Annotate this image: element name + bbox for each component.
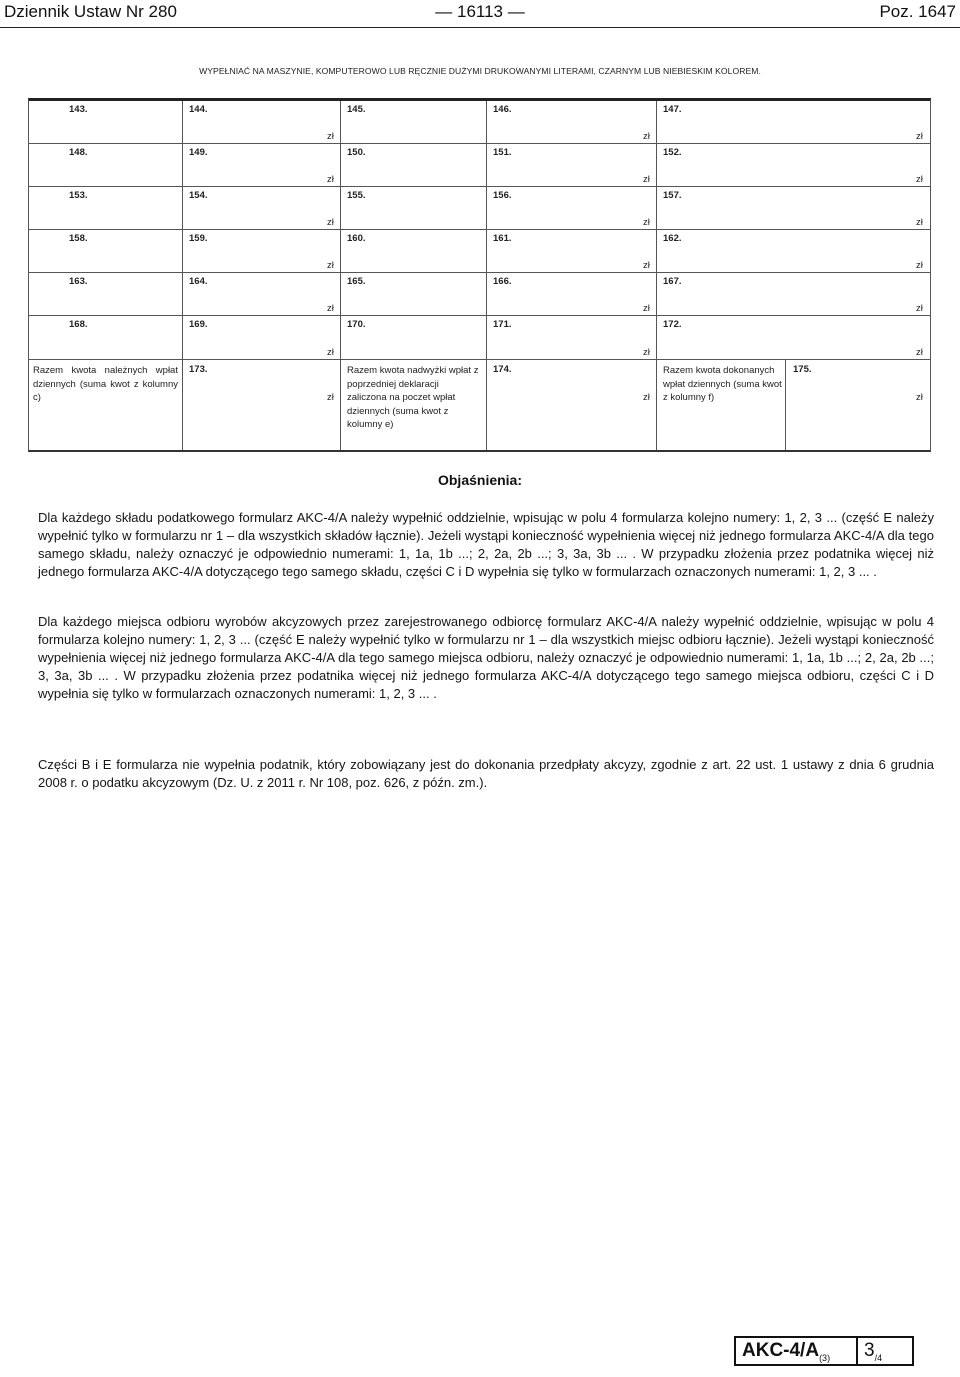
currency-label: zł bbox=[643, 392, 650, 403]
form-table bbox=[28, 98, 931, 452]
currency-label: zł bbox=[327, 131, 334, 142]
currency-label: zł bbox=[327, 174, 334, 185]
row-divider bbox=[29, 143, 930, 144]
field-167[interactable]: 167. bbox=[663, 276, 682, 287]
journal-title: Dziennik Ustaw Nr 280 bbox=[4, 2, 177, 21]
row-divider bbox=[29, 359, 930, 360]
currency-label: zł bbox=[916, 131, 923, 142]
field-163[interactable]: 163. bbox=[69, 276, 88, 287]
form-code-sub: (3) bbox=[819, 1352, 831, 1363]
field-146[interactable]: 146. bbox=[493, 104, 512, 115]
row-divider bbox=[29, 229, 930, 230]
field-149[interactable]: 149. bbox=[189, 147, 208, 158]
row-divider bbox=[29, 315, 930, 316]
field-172[interactable]: 172. bbox=[663, 319, 682, 330]
currency-label: zł bbox=[327, 392, 334, 403]
fill-instruction: WYPEŁNIAĆ NA MASZYNIE, KOMPUTEROWO LUB RĘCZNIE DUŻYMI DRUKOWANYMI LITERAMI, CZARNYM LUB NIEBIESKIM KOLOREM. bbox=[199, 66, 761, 76]
field-159[interactable]: 159. bbox=[189, 233, 208, 244]
field-171[interactable]: 171. bbox=[493, 319, 512, 330]
currency-label: zł bbox=[916, 217, 923, 228]
field-165[interactable]: 165. bbox=[347, 276, 366, 287]
field-150[interactable]: 150. bbox=[347, 147, 366, 158]
currency-label: zł bbox=[643, 174, 650, 185]
explanation-paragraph-2: Dla każdego miejsca odbioru wyrobów akcyzowych przez zarejestrowanego odbiorcę formularz AKC-4/A należy wypełnić oddzielnie, wpisując w polu 4 formularza kolejno numery: 1, 2, 3 ... (część E należy wypełnić tylko w formularzu nr 1 – dla wszystkich miejsc odbioru łącznie). Jeżeli wystąpi konieczność wypełnienia więcej niż jednego formularza AKC-4/A dla tego samego miejsca odbioru, należy oznaczyć je odpowiednio numerami: 1, 1a, 1b ...; 2, 2a, 2b ...; 3, 3a, 3b ... . W przypadku złożenia przez podatnika więcej niż jednego formularza AKC-4/A dotyczącego tego samego miejsca odbioru, części C i D wypełnia się tylko w formularzach oznaczonych numerami: 1, 2, 3 ... . bbox=[38, 614, 934, 701]
field-144[interactable]: 144. bbox=[189, 104, 208, 115]
explanation-paragraph-3: Części B i E formularza nie wypełnia podatnik, który zobowiązany jest do dokonania przedpłaty akcyzy, zgodnie z art. 22 ust. 1 ustawy z dnia 6 grudnia 2008 r. o podatku akcyzowym (Dz. U. z 2011 r. Nr 108, poz. 626, z późn. zm.). bbox=[38, 757, 934, 790]
page-number: — 16113 — bbox=[435, 2, 525, 21]
currency-label: zł bbox=[327, 260, 334, 271]
currency-label: zł bbox=[327, 303, 334, 314]
position-number: Poz. 1647 bbox=[879, 2, 956, 21]
field-175[interactable]: 175. bbox=[793, 364, 812, 375]
currency-label: zł bbox=[643, 347, 650, 358]
field-164[interactable]: 164. bbox=[189, 276, 208, 287]
form-code-box bbox=[734, 1336, 914, 1366]
field-154[interactable]: 154. bbox=[189, 190, 208, 201]
column-divider bbox=[656, 101, 657, 450]
header-rule bbox=[0, 27, 960, 28]
row-divider bbox=[29, 186, 930, 187]
form-code bbox=[736, 1338, 858, 1364]
field-148[interactable]: 148. bbox=[69, 147, 88, 158]
explanation-paragraph-1: Dla każdego składu podatkowego formularz AKC-4/A należy wypełnić oddzielnie, wpisując w polu 4 formularza kolejno numery: 1, 2, 3 ... (część E należy wypełnić tylko w formularzu nr 1 – dla wszystkich składów łącznie). Jeżeli wystąpi konieczność wypełnienia więcej niż jednego formularza AKC-4/A dla tego samego składu, należy oznaczyć je odpowiednio numerami: 1, 1a, 1b ...; 2, 2a, 2b ...; 3, 3a, 3b ... . W przypadku złożenia przez podatnika więcej niż jednego formularza AKC-4/A dotyczącego tego samego składu, części C i D wypełnia się tylko w formularzach oznaczonych numerami: 1, 2, 3 ... . bbox=[38, 510, 934, 579]
currency-label: zł bbox=[643, 217, 650, 228]
form-page-number: 3 bbox=[864, 1340, 875, 1361]
currency-label: zł bbox=[643, 303, 650, 314]
field-174[interactable]: 174. bbox=[493, 364, 512, 375]
column-divider bbox=[182, 101, 183, 450]
form-code-text: AKC-4/A bbox=[742, 1340, 820, 1361]
currency-label: zł bbox=[327, 347, 334, 358]
column-divider bbox=[785, 359, 786, 450]
currency-label: zł bbox=[327, 217, 334, 228]
total-paid-label: Razem kwota dokonanych wpłat dziennych (suma kwot z kolumny f) bbox=[663, 365, 782, 403]
column-divider bbox=[486, 101, 487, 450]
currency-label: zł bbox=[916, 392, 923, 403]
field-147[interactable]: 147. bbox=[663, 104, 682, 115]
field-173[interactable]: 173. bbox=[189, 364, 208, 375]
field-169[interactable]: 169. bbox=[189, 319, 208, 330]
field-160[interactable]: 160. bbox=[347, 233, 366, 244]
currency-label: zł bbox=[916, 260, 923, 271]
column-divider bbox=[340, 101, 341, 450]
explanations-title: Objaśnienia: bbox=[437, 472, 523, 488]
field-143[interactable]: 143. bbox=[69, 104, 88, 115]
field-158[interactable]: 158. bbox=[69, 233, 88, 244]
currency-label: zł bbox=[916, 174, 923, 185]
currency-label: zł bbox=[916, 347, 923, 358]
currency-label: zł bbox=[916, 303, 923, 314]
row-divider bbox=[29, 272, 930, 273]
form-page-total: /4 bbox=[874, 1352, 883, 1363]
field-151[interactable]: 151. bbox=[493, 147, 512, 158]
field-153[interactable]: 153. bbox=[69, 190, 88, 201]
field-168[interactable]: 168. bbox=[69, 319, 88, 330]
field-162[interactable]: 162. bbox=[663, 233, 682, 244]
field-155[interactable]: 155. bbox=[347, 190, 366, 201]
field-156[interactable]: 156. bbox=[493, 190, 512, 201]
field-161[interactable]: 161. bbox=[493, 233, 512, 244]
field-157[interactable]: 157. bbox=[663, 190, 682, 201]
currency-label: zł bbox=[643, 260, 650, 271]
field-152[interactable]: 152. bbox=[663, 147, 682, 158]
field-170[interactable]: 170. bbox=[347, 319, 366, 330]
field-166[interactable]: 166. bbox=[493, 276, 512, 287]
total-surplus-label: Razem kwota nadwyżki wpłat z poprzedniej deklaracji zaliczona na poczet wpłat dziennych (suma kwot z kolumny e) bbox=[347, 365, 479, 430]
field-145[interactable]: 145. bbox=[347, 104, 366, 115]
form-page bbox=[858, 1338, 912, 1364]
currency-label: zł bbox=[643, 131, 650, 142]
page-header bbox=[0, 0, 960, 30]
total-due-label: Razem kwota należnych wpłat dziennych (suma kwot z kolumny c) bbox=[33, 365, 178, 403]
